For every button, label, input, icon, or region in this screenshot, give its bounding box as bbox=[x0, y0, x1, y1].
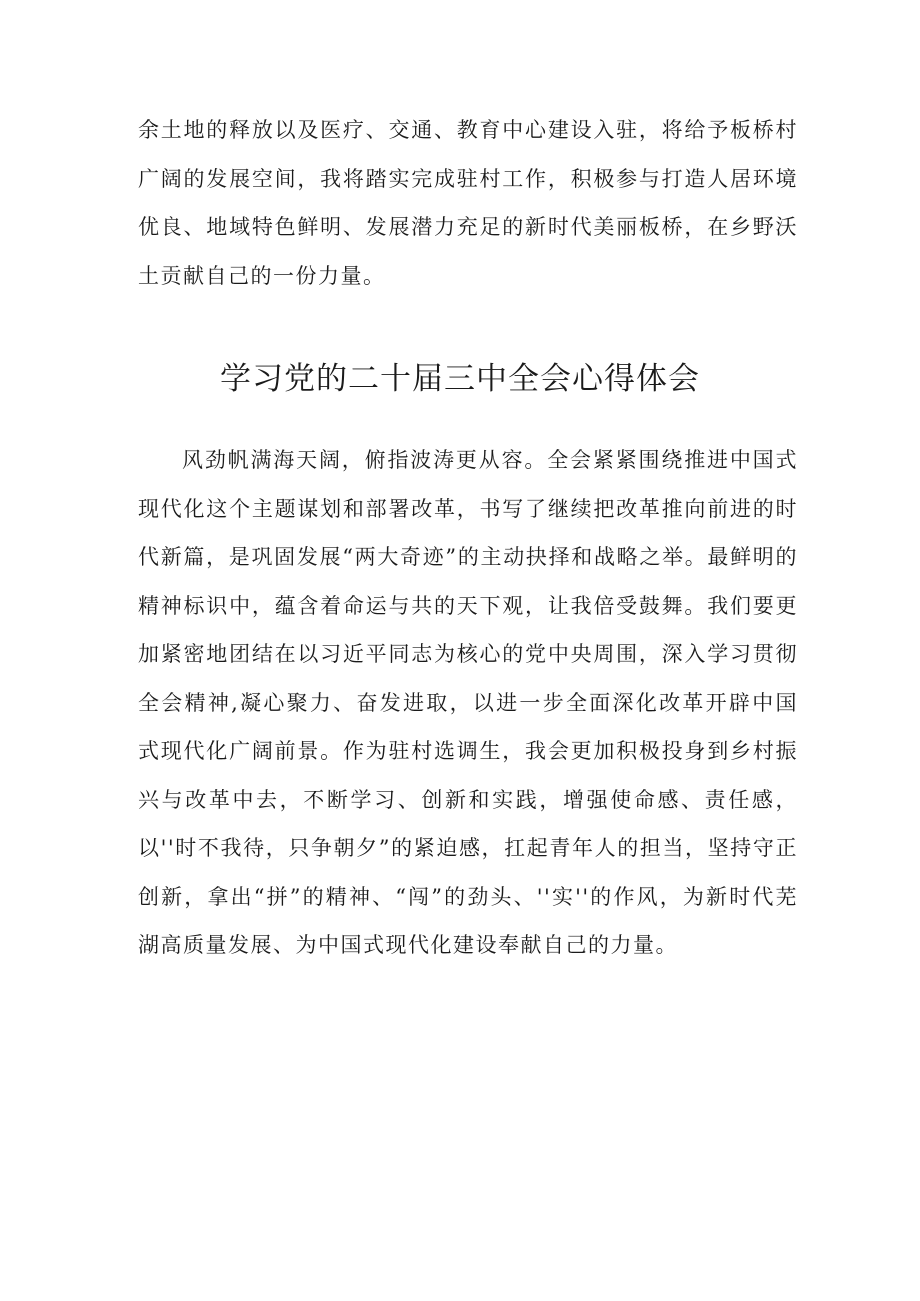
article-title: 学习党的二十届三中全会心得体会 bbox=[220, 361, 700, 397]
continuation-paragraph: 余土地的释放以及医疗、交通、教育中心建设入驻，将给予板桥村广阔的发展空间，我将踏实完成驻村工作，积极参与打造人居环境优良、地域特色鲜明、发展潜力充足的新时代美丽板桥，在乡野沃土贡献自己的一份力量。 bbox=[138, 118, 798, 288]
body-paragraph: 风劲帆满海天阔，俯指波涛更从容。全会紧紧围绕推进中国式现代化这个主题谋划和部署改革，书写了继续把改革推向前进的时代新篇，是巩固发展“两大奇迹”的主动抉择和战略之举。最鲜明的精神标识中，蕴含着命运与共的天下观，让我倍受鼓舞。我们要更加紧密地团结在以习近平同志为核心的党中央周围，深入学习贯彻全会精神,凝心聚力、奋发进取，以进一步全面深化改革开辟中国式现代化广阔前景。作为驻村选调生，我会更加积极投身到乡村振兴与改革中去，不断学习、创新和实践，增强使命感、责任感，以''时不我待，只争朝夕”的紧迫感，扛起青年人的担当，坚持守正创新，拿出“拼”的精神、“闯”的劲头、''实''的作风，为新时代芜湖高质量发展、为中国式现代化建设奉献自己的力量。 bbox=[138, 448, 798, 957]
